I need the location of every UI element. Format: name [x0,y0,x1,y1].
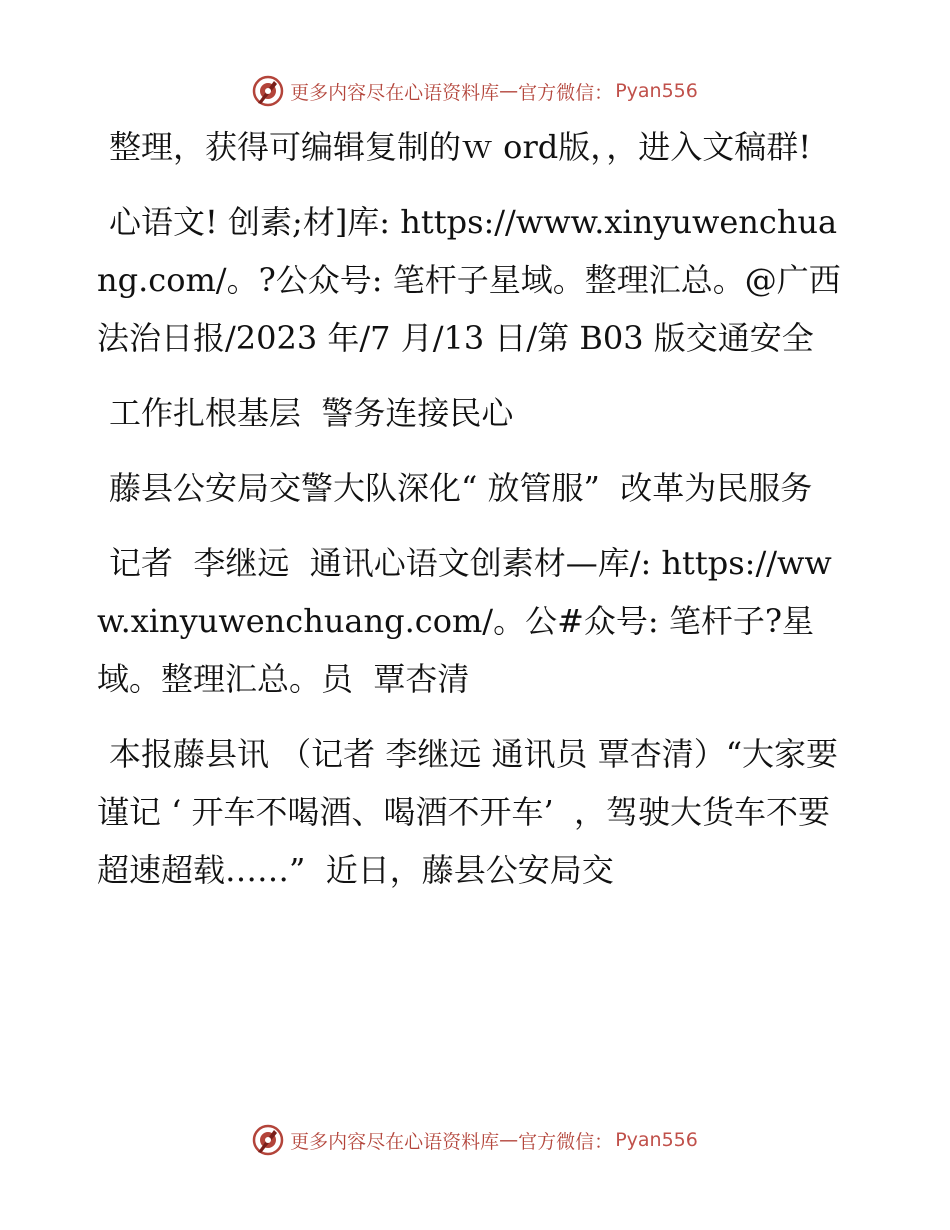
article-subheadline: 藤县公安局交警大队深化“ 放管服” 改革为民服务 [109,469,813,507]
banner-wechat-label: 官方微信： [518,81,614,104]
document-body [97,118,857,899]
paragraph-intro: 整理，获得可编辑复制的ｗ ord版，，进入文稿群! [109,128,812,166]
banner-dash: — [499,80,519,102]
footer-watermark-banner [0,1120,950,1160]
quill-logo-icon [252,75,284,107]
banner-dash: — [499,1129,519,1151]
paragraph-source: 心语文! 创素;材]库: https://www.xinyuwenchuang.com/。?公众号: 笔杆子星域。整理汇总。@广西法治日报/2023 年/7 月/13 日/第 B03 版交通安全 [97,203,841,357]
article-byline: 记者 李继远 通讯心语文创素材—库/: https://www.xinyuwenchuang.com/。公#众号: 笔杆子?星域。整理汇总。员 覃杏清 [97,544,832,698]
banner-wechat-label: 官方微信： [518,1130,614,1153]
banner-wechat-id: Pyan556 [615,1129,698,1151]
article-body-paragraph: 本报藤县讯 （记者 李继远 通讯员 覃杏清）“大家要谨记 ‘ 开车不喝酒、喝酒不开车’ ，驾驶大货车不要超速超载……” 近日，藤县公安局交 [97,735,839,889]
banner-main-text: 更多内容尽在心语资料库 [290,81,500,104]
banner-main-text: 更多内容尽在心语资料库 [290,1130,500,1153]
article-headline: 工作扎根基层 警务连接民心 [109,394,514,432]
banner-wechat-id: Pyan556 [615,80,698,102]
header-watermark-banner [0,71,950,111]
quill-logo-icon [252,1124,284,1156]
